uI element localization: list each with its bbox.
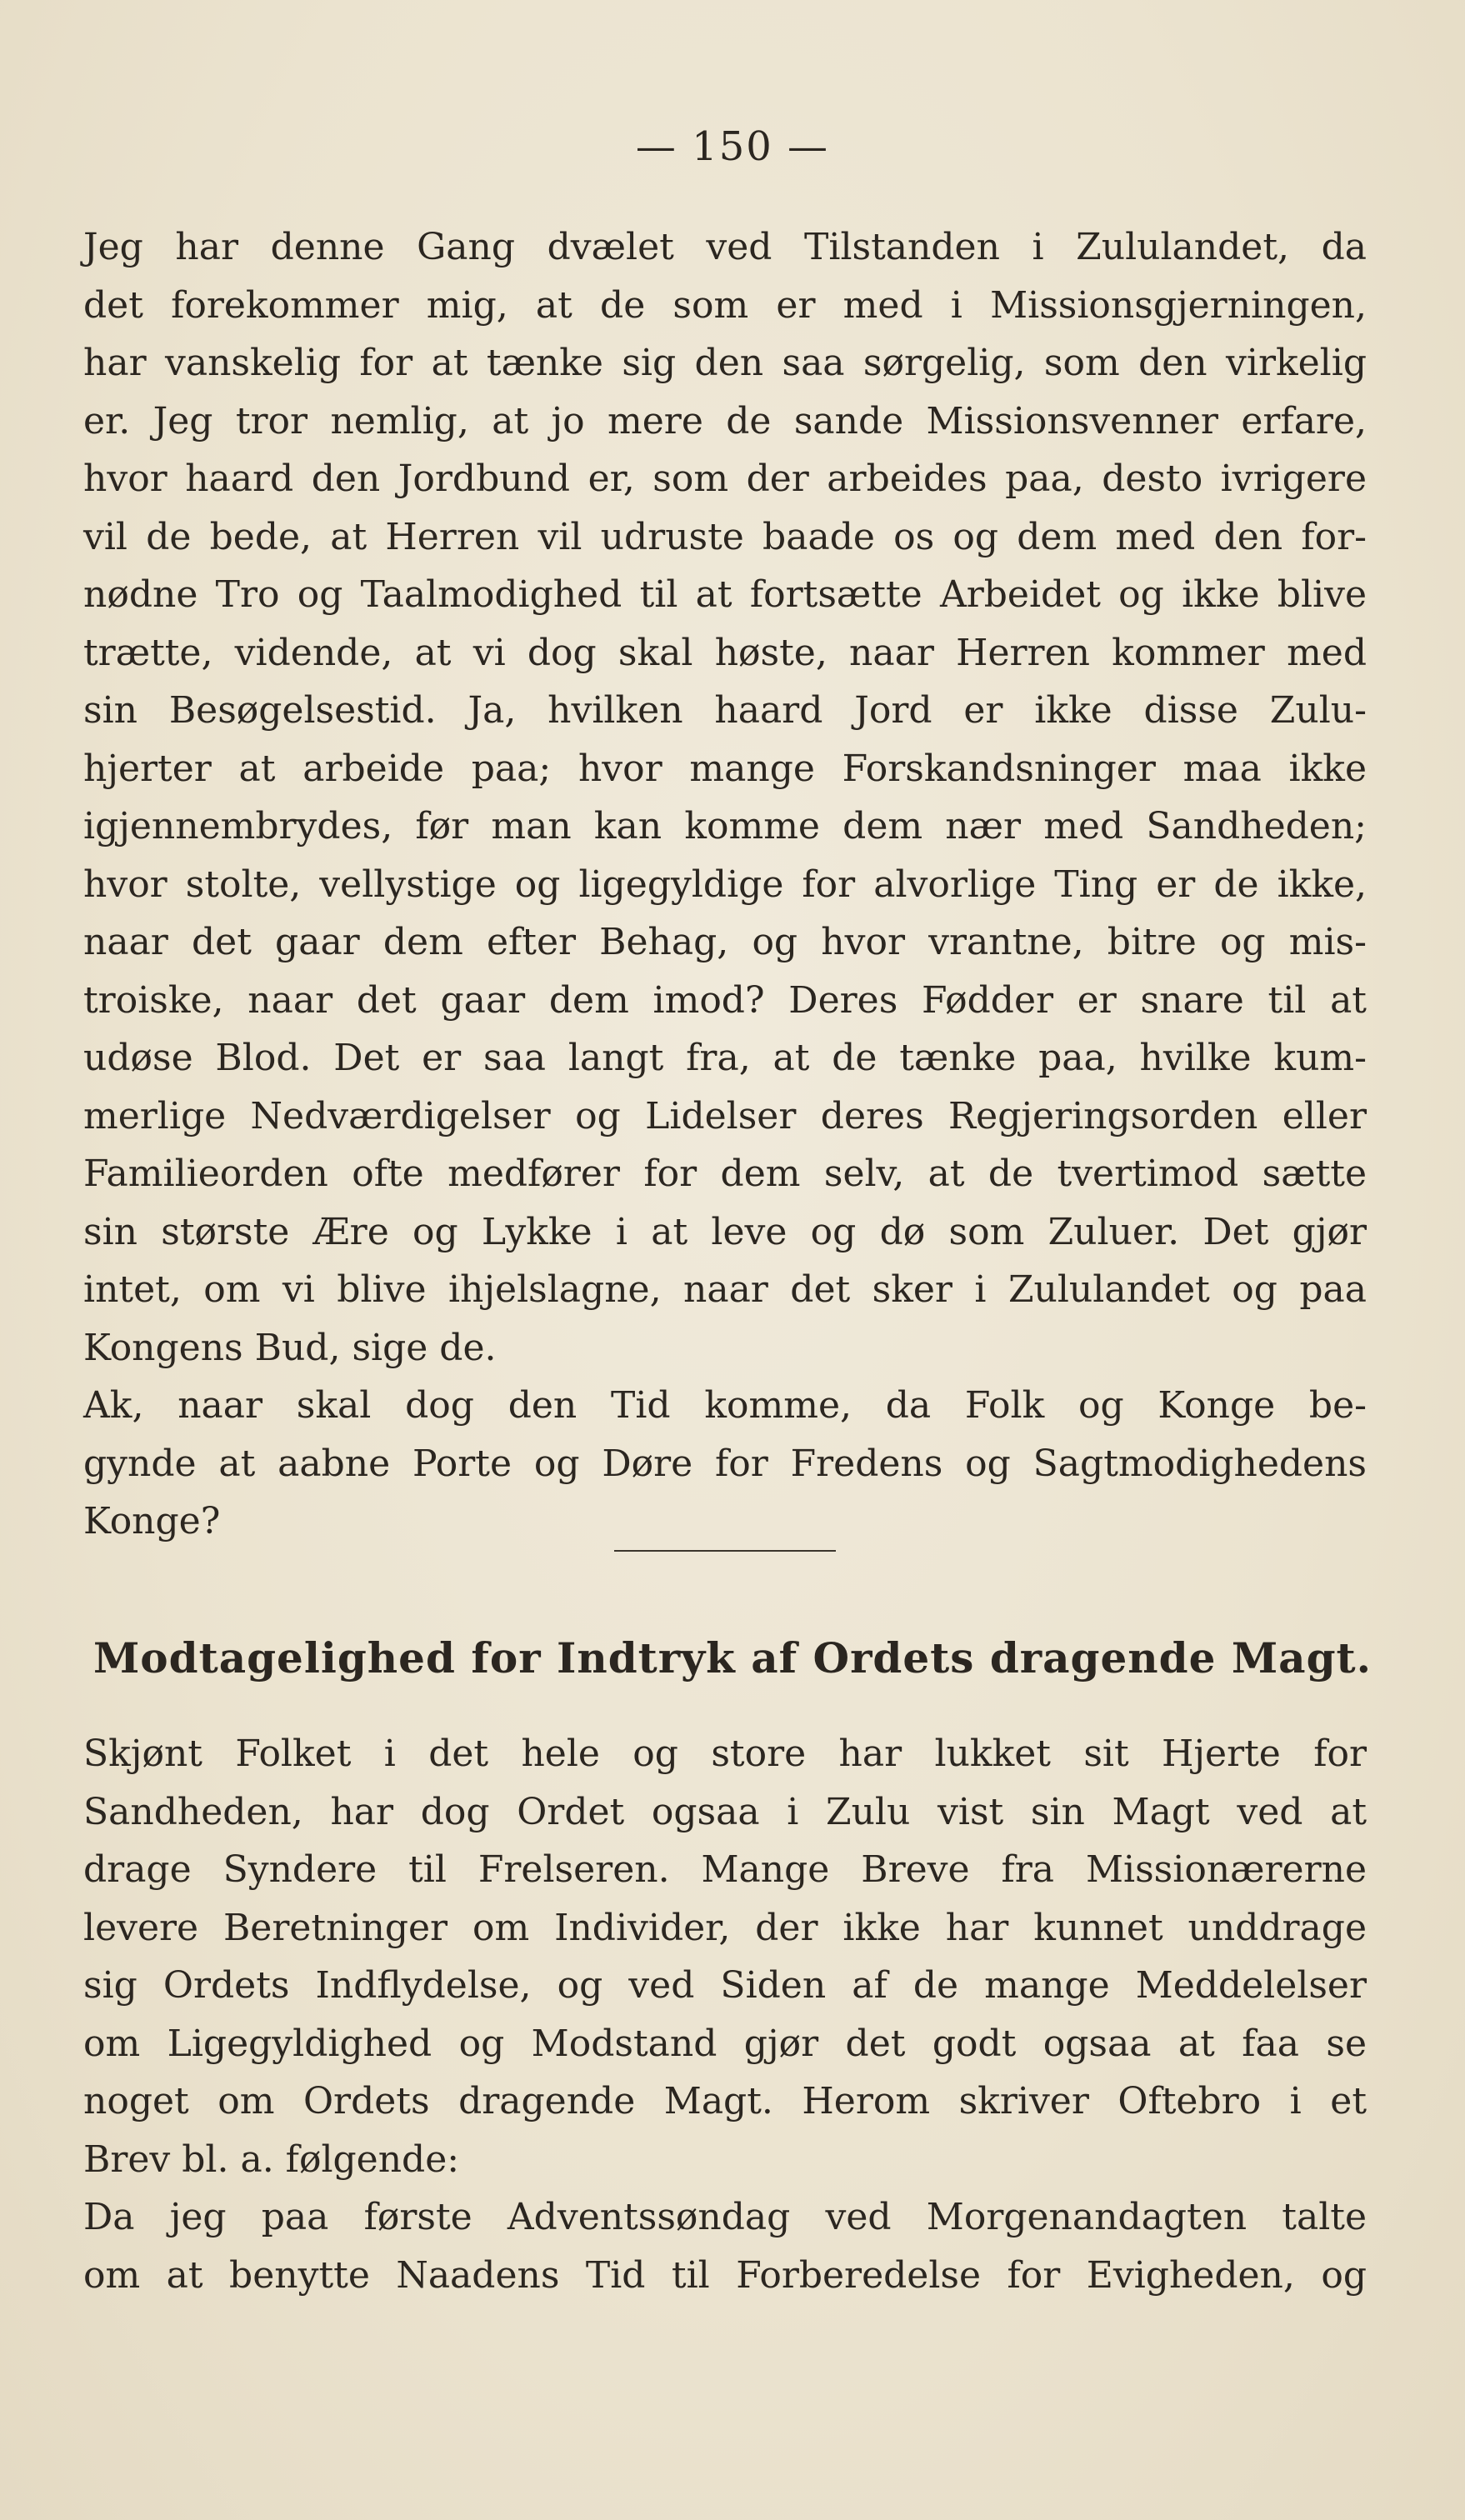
text-line: Familieorden ofte medfører for dem selv, at de tvertimod sætte — [83, 1152, 1367, 1195]
text-line: hjerter at arbeide paa; hvor mange Forskandsninger maa ikke — [83, 747, 1367, 790]
text-line: Ak, naar skal dog den Tid komme, da Folk og Konge be- — [83, 1384, 1367, 1427]
section-heading: Modtagelighed for Indtryk af Ordets dragende Magt. — [92, 1633, 1372, 1682]
text-line: Da jeg paa første Adventssøndag ved Morgenandagten talte — [83, 2196, 1367, 2238]
text-line: Jeg har denne Gang dvælet ved Tilstanden i Zululandet, da — [83, 226, 1367, 268]
text-line: troiske, naar det gaar dem imod? Deres Fødder er snare til at — [83, 978, 1367, 1022]
text-line: gynde at aabne Porte og Døre for Fredens og Sagtmodighedens — [83, 1442, 1367, 1485]
text-line: det forekommer mig, at de som er med i Missionsgjerningen, — [83, 283, 1367, 327]
text-line: merlige Nedværdigelser og Lidelser deres Regjeringsorden eller — [83, 1094, 1367, 1138]
text-line: levere Beretninger om Individer, der ikke har kunnet unddrage — [83, 1906, 1367, 1949]
page-number: — 150 — — [635, 123, 830, 170]
text-line: vil de bede, at Herren vil udruste baade os og dem med den for- — [83, 515, 1367, 558]
text-line: om at benytte Naadens Tid til Forberedelse for Evigheden, og — [83, 2253, 1367, 2297]
text-line: Kongens Bud, sige de. — [83, 1326, 497, 1369]
text-line: Sandheden, har dog Ordet ogsaa i Zulu vist sin Magt ved at — [83, 1790, 1367, 1833]
text-line: drage Syndere til Frelseren. Mange Breve fra Missionærerne — [83, 1848, 1367, 1891]
section2-text — [83, 1725, 1367, 2304]
text-line: trætte, vidende, at vi dog skal høste, naar Herren kommer med — [83, 631, 1367, 674]
text-line: Skjønt Folket i det hele og store har lukket sit Hjerte for — [83, 1732, 1367, 1775]
text-line: nødne Tro og Taalmodighed til at fortsætte Arbeidet og ikke blive — [83, 573, 1367, 616]
text-line: Konge? — [83, 1500, 221, 1542]
section-divider — [614, 1550, 836, 1552]
text-line: igjennembrydes, før man kan komme dem nær med Sandheden; — [83, 805, 1367, 848]
text-line: hvor haard den Jordbund er, som der arbeides paa, desto ivrigere — [83, 458, 1367, 500]
text-line: sig Ordets Indflydelse, og ved Siden af de mange Meddelelser — [83, 1964, 1367, 2007]
text-line: om Ligegyldighed og Modstand gjør det godt ogsaa at faa se — [83, 2022, 1367, 2065]
text-line: noget om Ordets dragende Magt. Herom skriver Oftebro i et — [83, 2080, 1367, 2122]
text-line: sin Besøgelsestid. Ja, hvilken haard Jord er ikke disse Zulu- — [83, 689, 1367, 732]
text-line: Brev bl. a. følgende: — [83, 2138, 460, 2181]
text-line: har vanskelig for at tænke sig den saa sørgelig, som den virkelig — [83, 342, 1367, 384]
text-line: sin største Ære og Lykke i at leve og dø som Zuluer. Det gjør — [83, 1210, 1367, 1253]
section1-text — [83, 218, 1367, 1551]
text-line: hvor stolte, vellystige og ligegyldige for alvorlige Ting er de ikke, — [83, 862, 1367, 906]
text-line: er. Jeg tror nemlig, at jo mere de sande Missionsvenner erfare, — [83, 399, 1367, 442]
text-line: udøse Blod. Det er saa langt fra, at de tænke paa, hvilke kum- — [83, 1037, 1367, 1079]
text-line: intet, om vi blive ihjelslagne, naar det sker i Zululandet og paa — [83, 1268, 1367, 1311]
text-line: naar det gaar dem efter Behag, og hvor vrantne, bitre og mis- — [83, 921, 1367, 963]
